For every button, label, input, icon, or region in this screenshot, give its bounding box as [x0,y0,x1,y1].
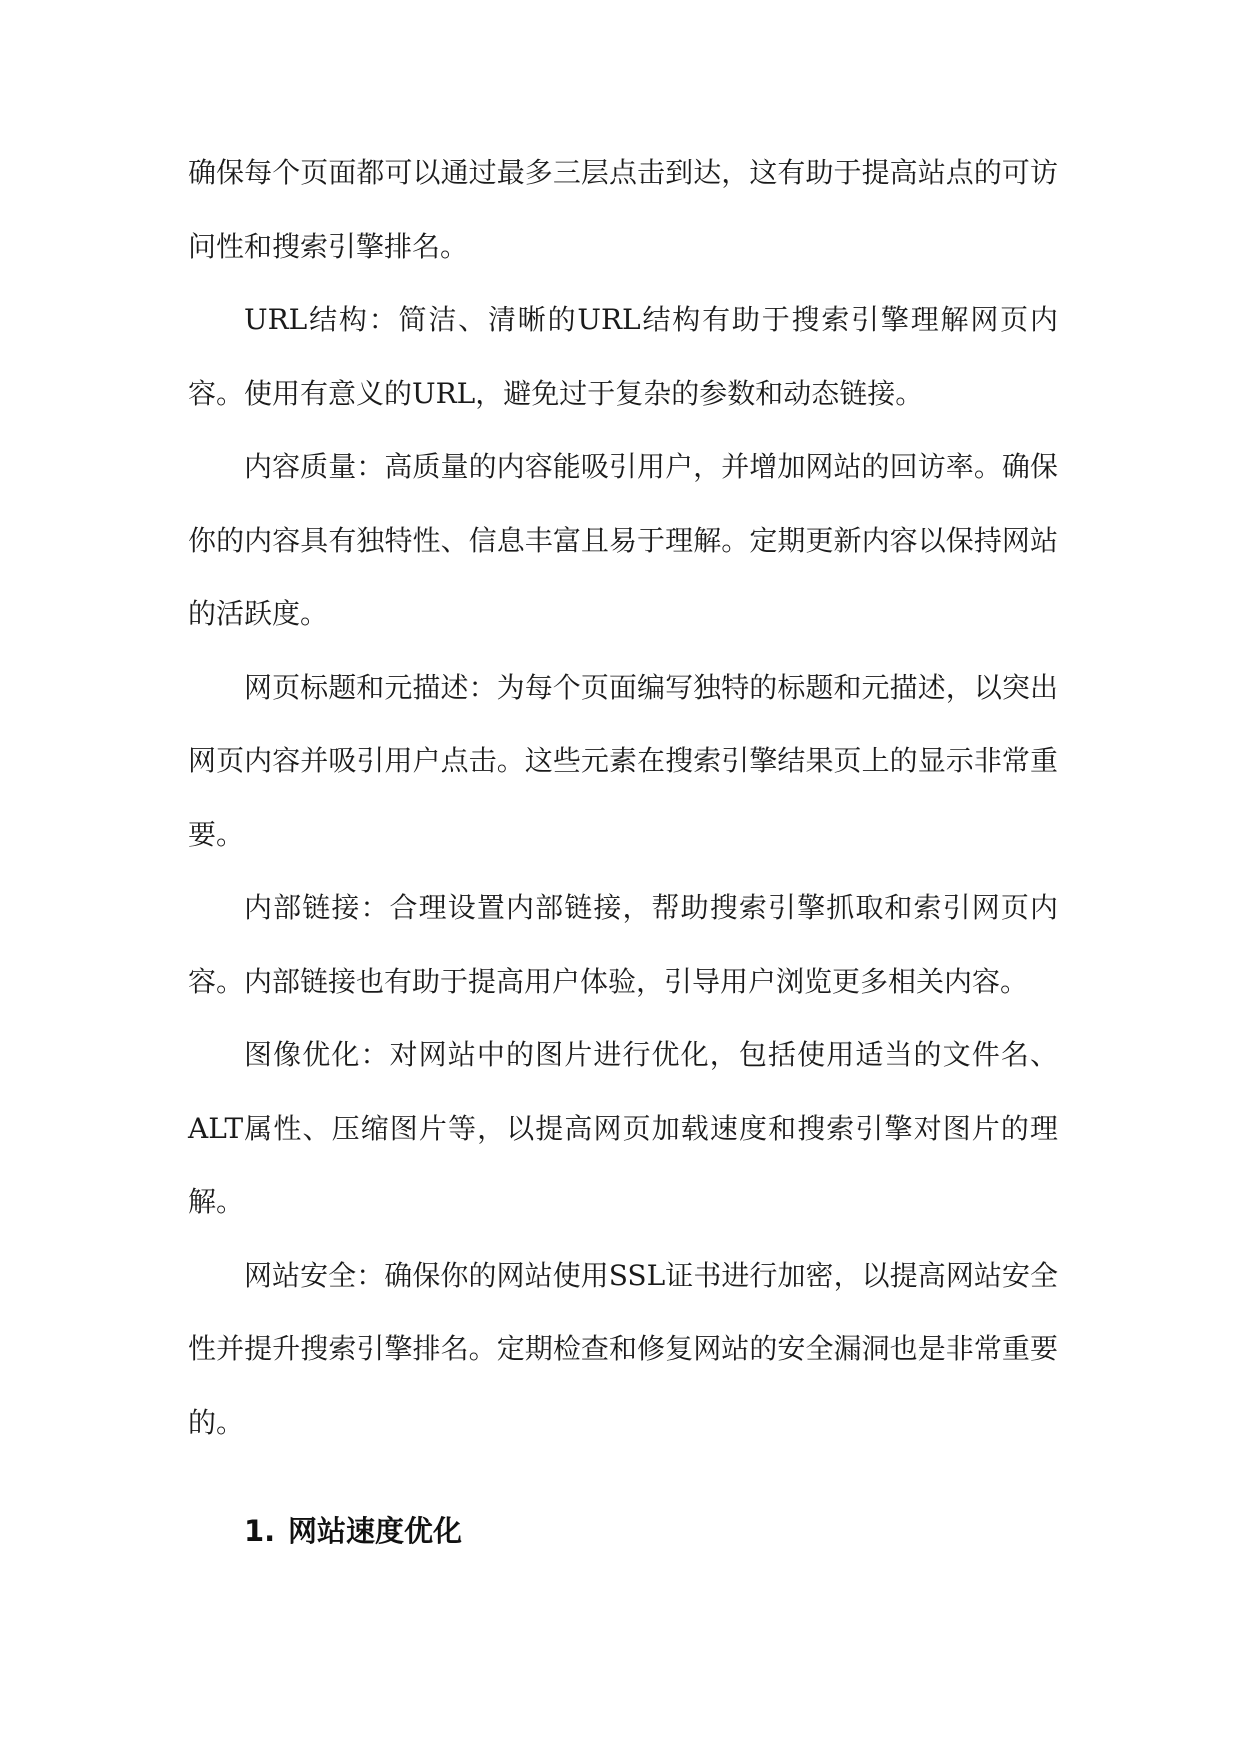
paragraph-site-security: 网站安全：确保你的网站使用SSL证书进行加密，以提高网站安全性并提升搜索引擎排名。定期检查和修复网站的安全漏洞也是非常重要的。 [188,1258,1058,1439]
paragraph-url-structure: URL结构：简洁、清晰的URL结构有助于搜索引擎理解网页内容。使用有意义的URL，避免过于复杂的参数和动态链接。 [188,303,1058,410]
paragraph-navigation-depth: 确保每个页面都可以通过最多三层点击到达，这有助于提高站点的可访问性和搜索引擎排名。 [188,156,1058,263]
section-number: 1. [244,1514,276,1548]
paragraph-image-optimization: 图像优化：对网站中的图片进行优化，包括使用适当的文件名、ALT属性、压缩图片等，以提高网页加载速度和搜索引擎对图片的理解。 [188,1038,1058,1218]
document-page [188,136,1058,1569]
paragraph-internal-links: 内部链接：合理设置内部链接，帮助搜索引擎抓取和索引网页内容。内部链接也有助于提高用户体验，引导用户浏览更多相关内容。 [188,891,1058,998]
paragraph-title-meta: 网页标题和元描述：为每个页面编写独特的标题和元描述，以突出网页内容并吸引用户点击。这些元素在搜索引擎结果页上的显示非常重要。 [188,670,1058,851]
paragraph-content-quality: 内容质量：高质量的内容能吸引用户，并增加网站的回访率。确保你的内容具有独特性、信息丰富且易于理解。定期更新内容以保持网站的活跃度。 [188,450,1058,630]
section-heading [188,1495,1058,1569]
section-title: 网站速度优化 [288,1514,463,1548]
